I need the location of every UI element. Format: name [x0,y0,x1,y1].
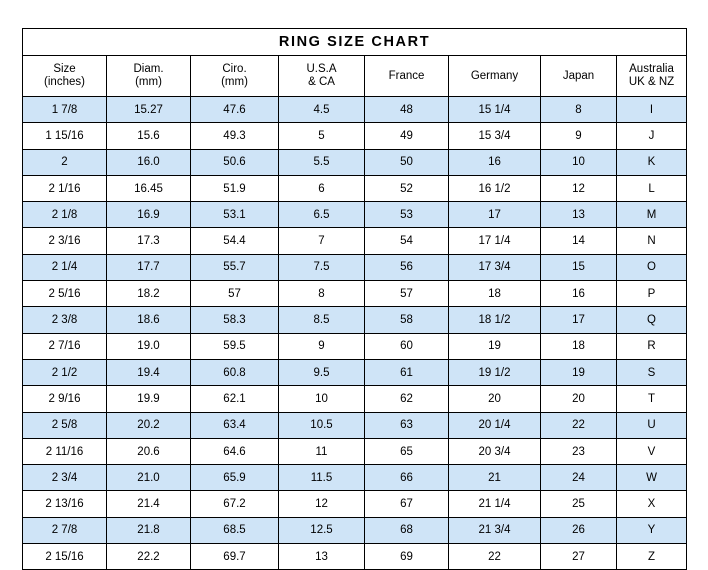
table-cell: 25 [541,491,617,517]
ring-size-chart-table [22,28,687,570]
table-cell: 63.4 [191,412,279,438]
table-cell: 7.5 [279,254,365,280]
table-row [23,254,687,280]
table-cell: 58.3 [191,307,279,333]
table-cell: 15.27 [107,97,191,123]
table-cell: 14 [541,228,617,254]
table-cell: 21.0 [107,465,191,491]
table-cell: 6.5 [279,202,365,228]
table-row [23,465,687,491]
table-cell: 53 [365,202,449,228]
table-cell: 8 [541,97,617,123]
table-cell: 56 [365,254,449,280]
table-cell: 10 [279,386,365,412]
header-line2: (inches) [44,76,85,88]
table-cell: 59.5 [191,333,279,359]
table-cell: 4.5 [279,97,365,123]
table-row [23,123,687,149]
table-cell: 2 15/16 [23,544,107,570]
table-cell: 2 9/16 [23,386,107,412]
table-cell: 49 [365,123,449,149]
table-cell: U [617,412,687,438]
chart-title-row [23,29,687,56]
column-header-circumference [191,56,279,97]
table-cell: 19 [449,333,541,359]
table-row [23,333,687,359]
table-cell: 17.3 [107,228,191,254]
table-cell: 19.4 [107,359,191,385]
table-row [23,228,687,254]
table-cell: 19 1/2 [449,359,541,385]
column-header-australia-uk-nz [617,56,687,97]
table-cell: M [617,202,687,228]
header-line1: Ciro. [222,63,247,75]
table-cell: 18.2 [107,281,191,307]
header-line1: Size [53,63,76,75]
table-cell: 2 1/8 [23,202,107,228]
table-cell: 16 [449,149,541,175]
table-cell: 20 [449,386,541,412]
table-cell: 21.8 [107,517,191,543]
table-cell: 22.2 [107,544,191,570]
table-cell: 26 [541,517,617,543]
table-cell: 2 7/16 [23,333,107,359]
table-cell: 21 [449,465,541,491]
header-line1: U.S.A [306,63,337,75]
table-cell: 18 [541,333,617,359]
column-header-size [23,56,107,97]
table-cell: 69.7 [191,544,279,570]
column-header-germany [449,56,541,97]
table-cell: 22 [449,544,541,570]
column-header-diameter [107,56,191,97]
table-cell: 58 [365,307,449,333]
table-row [23,97,687,123]
table-cell: 21 3/4 [449,517,541,543]
table-row [23,491,687,517]
table-row [23,281,687,307]
table-cell: 9 [279,333,365,359]
table-cell: 2 13/16 [23,491,107,517]
table-cell: 19.0 [107,333,191,359]
column-header-japan [541,56,617,97]
table-cell: 63 [365,412,449,438]
table-cell: 65 [365,438,449,464]
table-cell: 1 15/16 [23,123,107,149]
table-cell: 2 [23,149,107,175]
table-cell: Q [617,307,687,333]
table-cell: 13 [541,202,617,228]
table-cell: 7 [279,228,365,254]
table-cell: 16 [541,281,617,307]
table-cell: 51.9 [191,175,279,201]
table-cell: 18 [449,281,541,307]
table-cell: 20 [541,386,617,412]
table-cell: 9 [541,123,617,149]
table-cell: 57 [191,281,279,307]
header-line1: Diam. [133,63,164,75]
table-cell: 2 3/8 [23,307,107,333]
table-cell: 9.5 [279,359,365,385]
table-cell: 10 [541,149,617,175]
table-cell: 1 7/8 [23,97,107,123]
header-line1: Japan [562,69,595,82]
table-cell: 52 [365,175,449,201]
table-cell: P [617,281,687,307]
table-cell: 20 1/4 [449,412,541,438]
table-cell: 5.5 [279,149,365,175]
table-cell: 2 11/16 [23,438,107,464]
table-cell: 16.45 [107,175,191,201]
table-cell: S [617,359,687,385]
table-header-row [23,56,687,97]
table-cell: 16 1/2 [449,175,541,201]
table-cell: 67 [365,491,449,517]
table-cell: 6 [279,175,365,201]
table-cell: 65.9 [191,465,279,491]
table-body [23,29,687,570]
table-cell: 20.6 [107,438,191,464]
table-cell: 60 [365,333,449,359]
table-cell: 2 1/2 [23,359,107,385]
page-title: RING SIZE CHART [23,29,687,56]
table-cell: L [617,175,687,201]
header-line2: (mm) [221,76,248,88]
table-cell: R [617,333,687,359]
column-header-france [365,56,449,97]
table-cell: 15.6 [107,123,191,149]
table-cell: J [617,123,687,149]
table-cell: 10.5 [279,412,365,438]
table-cell: Z [617,544,687,570]
table-cell: 49.3 [191,123,279,149]
table-row [23,412,687,438]
table-cell: 8 [279,281,365,307]
table-cell: 67.2 [191,491,279,517]
table-cell: 17.7 [107,254,191,280]
table-cell: 23 [541,438,617,464]
table-cell: 69 [365,544,449,570]
table-cell: 24 [541,465,617,491]
table-cell: 15 1/4 [449,97,541,123]
table-row [23,175,687,201]
table-cell: 54 [365,228,449,254]
table-cell: 2 1/4 [23,254,107,280]
header-line2: UK & NZ [628,76,675,88]
table-cell: 2 1/16 [23,175,107,201]
table-cell: 18.6 [107,307,191,333]
header-line2: & CA [308,76,335,88]
table-cell: 22 [541,412,617,438]
table-cell: 12 [279,491,365,517]
table-cell: 68 [365,517,449,543]
table-row [23,202,687,228]
table-cell: 15 3/4 [449,123,541,149]
table-cell: 12 [541,175,617,201]
table-cell: 2 3/4 [23,465,107,491]
table-cell: 15 [541,254,617,280]
table-cell: V [617,438,687,464]
table-cell: 2 5/8 [23,412,107,438]
table-row [23,517,687,543]
table-cell: 21.4 [107,491,191,517]
table-cell: Y [617,517,687,543]
table-cell: 17 1/4 [449,228,541,254]
table-cell: 11.5 [279,465,365,491]
table-cell: 13 [279,544,365,570]
table-row [23,149,687,175]
table-cell: 62 [365,386,449,412]
table-cell: X [617,491,687,517]
table-cell: 21 1/4 [449,491,541,517]
table-cell: 5 [279,123,365,149]
table-cell: O [617,254,687,280]
header-line2: (mm) [135,76,162,88]
table-cell: N [617,228,687,254]
table-cell: I [617,97,687,123]
table-cell: 17 [449,202,541,228]
header-line1: Australia [629,63,674,75]
table-cell: 66 [365,465,449,491]
table-row [23,307,687,333]
table-row [23,544,687,570]
header-line1: Germany [470,69,519,82]
table-row [23,438,687,464]
table-cell: 16.0 [107,149,191,175]
table-cell: 68.5 [191,517,279,543]
table-cell: 8.5 [279,307,365,333]
header-line1: France [388,69,425,82]
table-cell: 20.2 [107,412,191,438]
table-cell: 19 [541,359,617,385]
table-cell: 50 [365,149,449,175]
table-cell: W [617,465,687,491]
table-cell: 2 7/8 [23,517,107,543]
table-cell: 55.7 [191,254,279,280]
table-row [23,359,687,385]
table-cell: 62.1 [191,386,279,412]
table-cell: 2 3/16 [23,228,107,254]
table-cell: 18 1/2 [449,307,541,333]
table-cell: 2 5/16 [23,281,107,307]
table-cell: 11 [279,438,365,464]
table-cell: 50.6 [191,149,279,175]
table-cell: K [617,149,687,175]
table-cell: 57 [365,281,449,307]
table-cell: 60.8 [191,359,279,385]
table-cell: T [617,386,687,412]
table-cell: 48 [365,97,449,123]
table-cell: 61 [365,359,449,385]
table-cell: 54.4 [191,228,279,254]
column-header-usa-ca [279,56,365,97]
table-cell: 19.9 [107,386,191,412]
table-cell: 16.9 [107,202,191,228]
table-cell: 12.5 [279,517,365,543]
table-cell: 17 3/4 [449,254,541,280]
table-cell: 64.6 [191,438,279,464]
table-cell: 17 [541,307,617,333]
table-cell: 20 3/4 [449,438,541,464]
table-cell: 47.6 [191,97,279,123]
table-cell: 53.1 [191,202,279,228]
table-row [23,386,687,412]
table-cell: 27 [541,544,617,570]
